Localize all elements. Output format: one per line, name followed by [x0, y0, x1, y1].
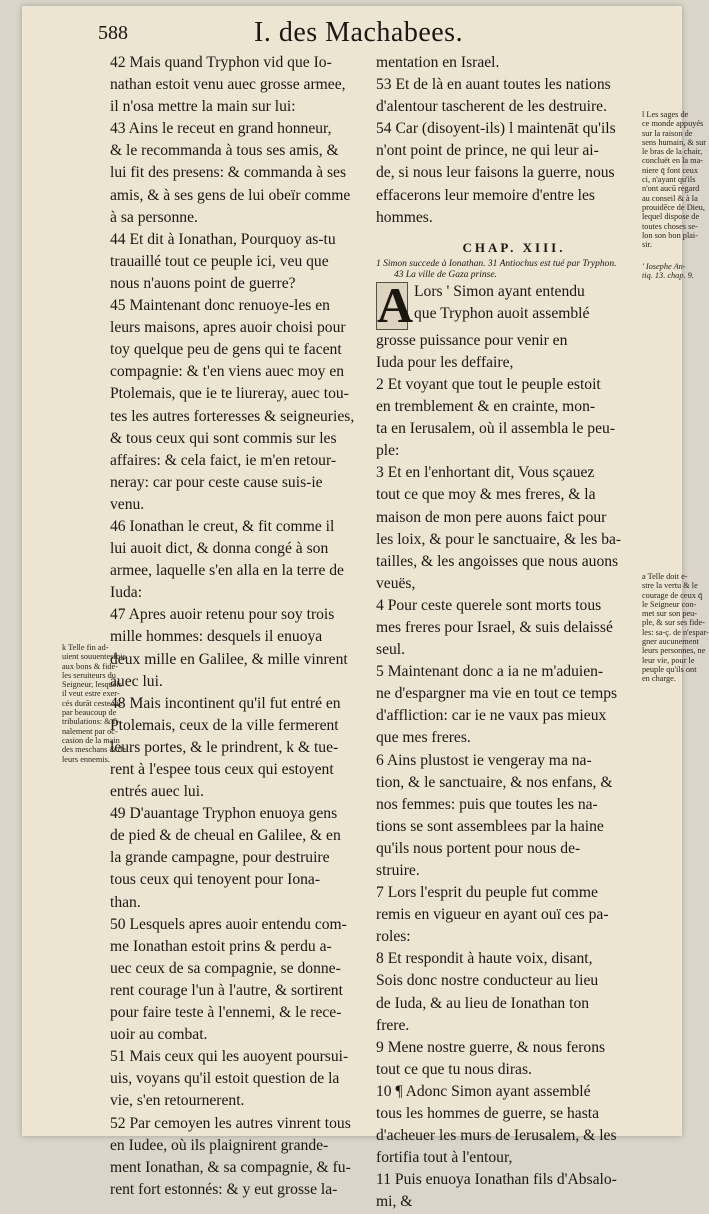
- text-line: 49 D'auantage Tryphon enuoya gens: [110, 805, 338, 823]
- text-line: 53 Et de là en auant toutes les nations: [376, 76, 611, 94]
- text-line: veuës,: [376, 574, 416, 592]
- note-line: uient souuentesfois: [62, 652, 126, 662]
- right-column-body-text: [376, 330, 634, 1214]
- text-line: grosse puissance pour venir en: [376, 331, 568, 349]
- text-line: uec ceux de sa compagnie, se donne-: [110, 959, 341, 977]
- text-line: 4 Pour ceste querele sont morts tous: [376, 596, 602, 614]
- margin-note-left: [62, 643, 126, 764]
- text-line: tout ce que moy & mes freres, & la: [376, 486, 596, 504]
- note-line: Seigneur, lesquels: [62, 680, 123, 690]
- note-line: ' Iosephe An-: [642, 262, 686, 271]
- note-line: les seruiteurs du: [62, 670, 116, 680]
- chapter-summary: 1 Simon succede à Ionathan. 31 Antiochus est tué par Tryphon.: [376, 258, 617, 269]
- text-line: & tous ceux qui sont commis sur les: [110, 429, 337, 447]
- note-line: n'ont aucū regard: [642, 184, 700, 194]
- note-line: toutes choses se-: [642, 221, 698, 231]
- text-line: Iuda:: [110, 584, 143, 602]
- note-line: tiq. 13. chap. 9.: [642, 271, 694, 281]
- text-line: tions se sont assemblees par la haine: [376, 817, 604, 835]
- note-line: k Telle fin ad-: [62, 643, 109, 652]
- text-line: 51 Mais ceux qui les auoyent poursui-: [110, 1048, 349, 1066]
- text-line: affaires: & cela faict, ie m'en retour-: [110, 451, 337, 469]
- text-line: 54 Car (disoyent-ils) l maintenāt qu'ils: [376, 120, 616, 138]
- text-line: Iuda pour les deffaire,: [376, 353, 514, 371]
- text-line: me Ionathan estoit prins & perdu a-: [110, 937, 332, 955]
- text-line: remis en vigueur en ayant ouï ces pa-: [376, 906, 609, 924]
- text-line: tous ceux qui tenoyent pour Iona-: [110, 871, 321, 889]
- right-column: [376, 52, 634, 1214]
- note-line: ce monde appuyés: [642, 119, 704, 129]
- text-line: d'affliction: car ie ne vaux pas mieux: [376, 707, 607, 725]
- text-line: trauaillé tout ce peuple ici, veu que: [110, 252, 329, 270]
- text-line: nathan estoit venu auec grosse armee,: [110, 76, 346, 94]
- text-line: ne d'espargner ma vie en tout ce temps: [376, 685, 618, 703]
- text-line: leurs maisons, apres auoir choisi pour: [110, 319, 346, 337]
- note-line: niere q̄ font ceux: [642, 165, 698, 175]
- text-line: il n'osa mettre la main sur lui:: [110, 98, 296, 116]
- left-column: [110, 52, 378, 1201]
- text-line: nous n'auons point de guerre?: [110, 274, 296, 292]
- note-line: leur vie, pour le: [642, 655, 695, 665]
- text-line: Lors ' Simon ayant entendu: [414, 282, 585, 300]
- note-line: nalement par oc-: [62, 726, 118, 736]
- text-line: tailles, & les angoisses que nous auons: [376, 552, 619, 570]
- text-line: lui auoit dict, & donna congé à son: [110, 540, 329, 558]
- note-line: concluët en la ma-: [642, 156, 704, 166]
- text-line: 50 Lesquels apres auoir entendu com-: [110, 915, 347, 933]
- text-line: 46 Ionathan le creut, & fit comme il: [110, 517, 335, 535]
- text-line: tous les hommes de guerre, se hasta: [376, 1105, 600, 1123]
- note-line: les: sa-ç. de n'espar-: [642, 627, 709, 637]
- note-line: par beaucoup de: [62, 708, 117, 718]
- text-line: en tremblement & en crainte, mon-: [376, 398, 596, 416]
- note-line: lon son bon plai-: [642, 230, 698, 240]
- text-line: d'alentour tascherent de les destruire.: [376, 98, 607, 116]
- text-line: uis, voyans qu'il estoit question de la: [110, 1070, 340, 1088]
- text-line: de Iuda, & au lieu de Ionathan ton: [376, 994, 590, 1012]
- note-line: l Les sages de: [642, 110, 689, 119]
- note-line: des meschans & de: [62, 745, 126, 755]
- note-line: ci, n'ayant qu'ils: [642, 175, 696, 185]
- text-line: 7 Lors l'esprit du peuple fut comme: [376, 884, 598, 902]
- text-line: toy quelque peu de gens qui te facent: [110, 341, 342, 359]
- note-line: lequel dispose de: [642, 212, 700, 222]
- note-line: sens humain, & sur: [642, 137, 707, 147]
- text-line: mes freres pour Israel, & suis delaissé: [376, 618, 613, 636]
- text-line: 6 Ains plustost ie vengeray ma na-: [376, 751, 592, 769]
- text-line: tion, & le sanctuaire, & nos enfans, &: [376, 773, 613, 791]
- running-title: I. des Machabees.: [254, 17, 464, 48]
- text-line: & le recommanda à tous ses amis, &: [110, 142, 339, 160]
- text-line: la grande campagne, pour destruire: [110, 849, 330, 867]
- text-line: mille hommes: desquels il enuoya: [110, 628, 323, 646]
- text-line: 3 Et en l'enhortant dit, Vous sçauez: [376, 464, 595, 482]
- margin-note-reference: [642, 262, 694, 281]
- note-line: sir.: [642, 240, 652, 250]
- text-line: Ptolemais, ceux de la ville fermerent: [110, 716, 339, 734]
- text-line: 42 Mais quand Tryphon vid que Io-: [110, 54, 332, 71]
- book-page: [22, 6, 709, 1211]
- note-line: peuple qu'ils ont: [642, 664, 697, 674]
- note-line: le Seigneur con-: [642, 599, 697, 609]
- text-line: struire.: [376, 862, 420, 879]
- text-line: armee, laquelle s'en alla en la terre de: [110, 562, 344, 580]
- margin-note-right: [642, 110, 706, 249]
- note-line: leurs ennemis.: [62, 754, 110, 764]
- note-line: tribulations: & fi-: [62, 717, 121, 727]
- text-line: de pied & de cheual en Galilee, & en: [110, 827, 341, 845]
- note-line: a Telle doit e-: [642, 572, 688, 581]
- text-line: mentation en Israel.: [376, 54, 500, 71]
- note-line: au conseil & à la: [642, 193, 698, 203]
- text-line: ta en Ierusalem, où il assembla le peu-: [376, 420, 616, 438]
- note-line: courage de ceux q̄: [642, 590, 703, 600]
- text-line: lui fit des presens: & commanda à ses: [110, 164, 347, 182]
- text-line: hommes.: [376, 208, 433, 226]
- text-line: en Iudee, où ils plaignirent grande-: [110, 1136, 329, 1154]
- note-line: ple, & sur ses fide-: [642, 618, 705, 628]
- text-line: 10 ¶ Adonc Simon ayant assemblé: [376, 1082, 591, 1100]
- drop-cap-initial: A: [377, 276, 414, 333]
- note-line: en charge.: [642, 674, 676, 684]
- text-line: ment Ionathan, & sa compagnie, & fu-: [110, 1158, 351, 1176]
- text-line: entrés auec lui.: [110, 783, 204, 801]
- text-line: compagnie: & t'en viens auec moy en: [110, 363, 345, 381]
- text-line: fortifia tout à l'entour,: [376, 1149, 513, 1167]
- text-line: vie, s'en retournerent.: [110, 1092, 245, 1110]
- note-line: cés durāt ceste vie: [62, 698, 123, 708]
- text-line: pour faire teste à l'ennemi, & le rece-: [110, 1004, 342, 1022]
- text-line: ple:: [376, 442, 400, 460]
- text-line: uoir au combat.: [110, 1026, 208, 1044]
- text-line: n'ont point de prince, ne qui leur ai-: [376, 142, 599, 160]
- text-line: 8 Et respondit à haute voix, disant,: [376, 950, 593, 968]
- text-line: effacerons leur memoire d'entre les: [376, 186, 595, 204]
- text-line: 9 Mene nostre guerre, & nous ferons: [376, 1038, 606, 1056]
- note-line: gner aucunement: [642, 637, 699, 647]
- text-line: que mes freres.: [376, 729, 471, 747]
- text-line: 5 Maintenant donc a ia ne m'aduien-: [376, 663, 604, 681]
- text-line: que Tryphon auoit assemblé: [414, 304, 590, 322]
- text-line: mi, &: [376, 1193, 413, 1211]
- text-line: d'acheuer les murs de Ierusalem, & les: [376, 1127, 617, 1145]
- text-line: les loix, & pour le sanctuaire, & les ba-: [376, 530, 622, 548]
- text-line: de, si nous leur faisons la guerre, nous: [376, 164, 615, 182]
- text-line: Sois donc nostre conducteur au lieu: [376, 972, 599, 990]
- note-line: prouidēce de Dieu,: [642, 202, 705, 212]
- text-line: 2 Et voyant que tout le peuple estoit: [376, 375, 601, 393]
- right-column-top-text: [376, 52, 634, 229]
- text-line: deux mille en Galilee, & mille vinrent: [110, 650, 348, 668]
- text-line: venu.: [110, 495, 145, 513]
- chapter-opening: [376, 276, 634, 333]
- text-line: auec lui.: [110, 672, 163, 690]
- note-line: sur la raison de: [642, 128, 693, 138]
- text-line: rent fort estonnés: & y eut grosse la-: [110, 1180, 338, 1198]
- note-line: met sur son peu-: [642, 609, 698, 619]
- text-line: leurs portes, & le prindrent, k & tue-: [110, 738, 339, 756]
- text-line: amis, & à ses gens de lui obeïr comme: [110, 186, 351, 204]
- text-line: Ptolemais, que ie te liureray, auec tou-: [110, 385, 349, 403]
- text-line: 48 Mais incontinent qu'il fut entré en: [110, 694, 341, 712]
- margin-note-right: [642, 572, 709, 684]
- text-line: 44 Et dit à Ionathan, Pourquoy as-tu: [110, 230, 336, 248]
- text-line: neray: car pour ceste cause suis-ie: [110, 473, 323, 491]
- text-line: qu'ils nous portent pour nous de-: [376, 839, 581, 857]
- text-line: tout ce que tu nous diras.: [376, 1060, 532, 1078]
- note-line: aux bons & fide-: [62, 661, 118, 671]
- note-line: il veut estre exer-: [62, 689, 120, 699]
- note-line: leurs personnes, ne: [642, 646, 706, 656]
- text-line: seul.: [376, 641, 406, 659]
- note-line: casion de la main: [62, 735, 120, 745]
- text-line: rent à l'espee tous ceux qui estoyent: [110, 761, 334, 778]
- text-line: 11 Puis enuoya Ionathan fils d'Absalo-: [376, 1171, 617, 1189]
- chapter-summary: 43 La ville de Gaza prinse.: [394, 269, 497, 280]
- text-line: nos femmes: puis que toutes les na-: [376, 795, 598, 813]
- page-number: 588: [98, 22, 128, 44]
- chapter-heading: CHAP. XIII.: [462, 239, 566, 255]
- text-line: frere.: [376, 1016, 410, 1034]
- text-line: 45 Maintenant donc renuoye-les en: [110, 297, 330, 315]
- text-line: à sa personne.: [110, 208, 198, 226]
- text-line: roles:: [376, 928, 411, 946]
- text-line: maison de mon pere auons faict pour: [376, 508, 607, 526]
- text-line: tes les autres forteresses & seigneuries,: [110, 407, 355, 425]
- text-line: 52 Par cemoyen les autres vinrent tous: [110, 1114, 351, 1132]
- text-line: 47 Apres auoir retenu pour soy trois: [110, 606, 335, 624]
- text-line: than.: [110, 893, 141, 911]
- text-line: rent courage l'un à l'autre, & sortirent: [110, 981, 343, 999]
- note-line: le bras de la chair,: [642, 147, 703, 157]
- text-line: 43 Ains le receut en grand honneur,: [110, 120, 332, 138]
- note-line: stre la vertu & le: [642, 581, 698, 591]
